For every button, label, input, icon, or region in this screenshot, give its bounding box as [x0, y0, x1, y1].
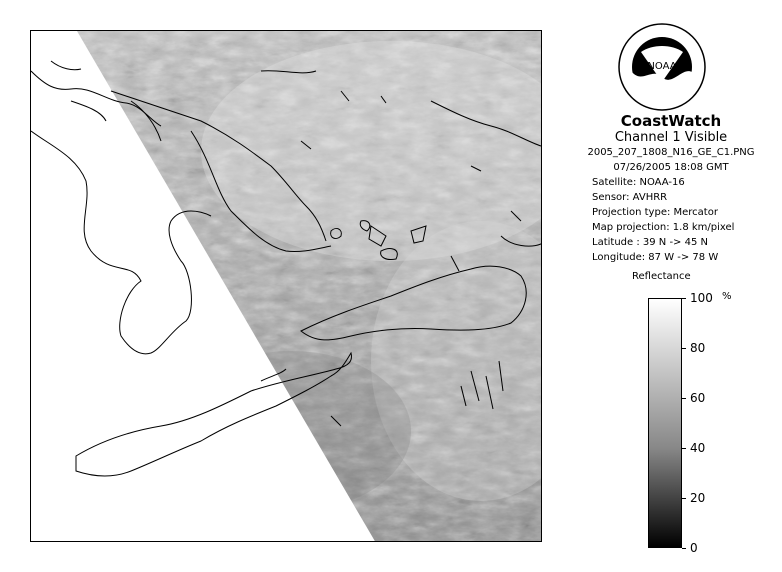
datetime: 07/26/2005 18:08 GMT — [613, 162, 729, 173]
colorbar-tick: 40 — [682, 441, 705, 455]
satellite: Satellite: NOAA-16 — [592, 177, 685, 188]
colorbar-tick: 0 — [682, 541, 698, 555]
latitude-range: Latitude : 39 N -> 45 N — [592, 237, 708, 248]
sensor: Sensor: AVHRR — [592, 192, 668, 203]
colorbar-tick: 60 — [682, 391, 705, 405]
satellite-image — [31, 31, 542, 542]
colorbar-title: Reflectance — [632, 271, 691, 282]
info-panel — [566, 113, 776, 265]
filename: 2005_207_1808_N16_GE_C1.PNG — [587, 147, 755, 158]
satellite-map — [30, 30, 542, 542]
projection-type: Projection type: Mercator — [592, 207, 718, 218]
colorbar-ticks — [682, 291, 742, 555]
colorbar-tick: 80 — [682, 341, 705, 355]
image-swath — [31, 31, 542, 542]
noaa-logo — [617, 22, 707, 112]
colorbar-tick: 100 — [682, 291, 713, 305]
colorbar-unit: % — [722, 291, 732, 302]
longitude-range: Longitude: 87 W -> 78 W — [592, 252, 719, 263]
product-title: CoastWatch — [620, 112, 722, 130]
channel-subtitle: Channel 1 Visible — [614, 130, 728, 145]
colorbar-tick: 20 — [682, 491, 705, 505]
map-projection: Map projection: 1.8 km/pixel — [592, 222, 735, 233]
logo-text: NOAA — [647, 61, 677, 72]
colorbar — [648, 298, 682, 548]
